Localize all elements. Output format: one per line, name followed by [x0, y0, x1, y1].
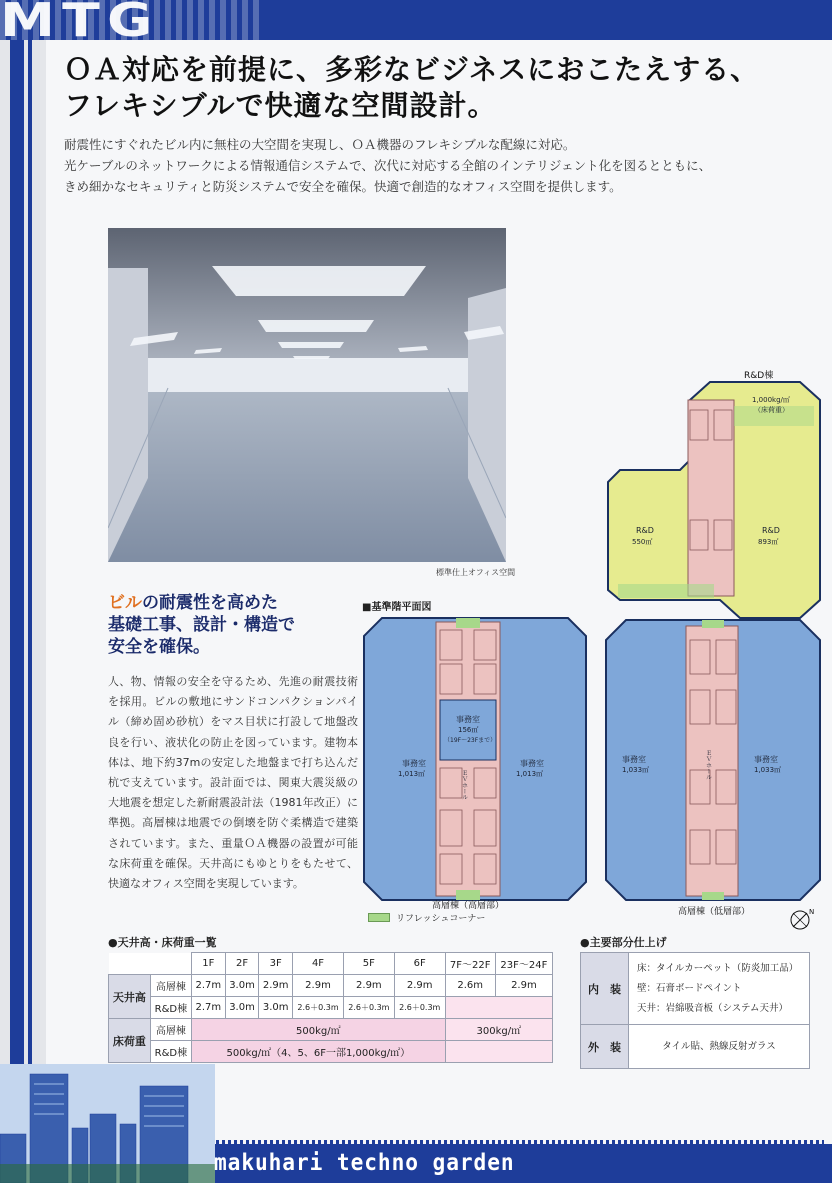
finish-table — [580, 952, 810, 1069]
load-group: 床荷重 — [109, 1019, 151, 1063]
rd-right-area: 893㎡ — [758, 538, 779, 546]
rd-left-label: R&D — [636, 526, 654, 535]
table-cell: 2.9m — [394, 975, 445, 997]
table-cell: 2.6＋0.3m — [394, 997, 445, 1019]
table-cell: 500kg/㎡（4、5、6F一部1,000kg/㎡） — [191, 1041, 445, 1063]
section-body: 人、物、情報の安全を守るため、先進の耐震技術を採用。ビルの敷地にサンドコンパクションパイル（締め固め砂杭）をマス目状に打設して地盤改良を行い、液状化の防止を図っています。建物本体は、地下約37mの安定した地盤まで打ち込んだ杭で支えています。設計面では、関東大震災級の大地震を想定した新耐震設計法（1981年改正）に準拠。高層棟は地震での倒壊を防ぐ柔構造で建築されています。また、重量ＯＡ機器の設置が可能な床荷重を確保。天井高にもゆとりをもたせて、快適なオフィス空間を実現しています。 — [108, 675, 358, 891]
interior-wall: 壁：石膏ボードペイント — [637, 982, 742, 994]
table-header-row — [109, 953, 553, 975]
table-row — [109, 997, 553, 1019]
floor-header: 4F — [293, 953, 344, 975]
left-office-right-label: 事務室 — [520, 759, 544, 768]
table-row — [109, 975, 553, 997]
floor-plans — [360, 370, 826, 930]
footer-dots — [204, 1140, 824, 1144]
table-cell: 2.9m — [293, 975, 344, 997]
table-cell: 500kg/㎡ — [191, 1019, 445, 1041]
intro-line-2: 光ケーブルのネットワークによる情報通信システムで、次代に対応する全館のインテリジェント化を図るとともに、 — [64, 158, 712, 173]
mtg-logo: MTG — [0, 0, 160, 40]
table-cell: 2.9m — [259, 975, 293, 997]
table-cell: 3.0m — [225, 997, 259, 1019]
intro-text — [64, 134, 804, 197]
rd-left-area: 550㎡ — [632, 538, 653, 546]
exterior-group: 外 装 — [581, 1025, 629, 1069]
table-cell: 2.9m — [343, 975, 394, 997]
interior-ceiling: 天井：岩綿吸音板（システム天井） — [637, 1002, 789, 1014]
right-plan-caption: 高層棟（低層部） — [678, 907, 751, 917]
top-band — [0, 0, 832, 40]
left-office-area: 1,013㎡ — [398, 770, 426, 778]
left-core-label: ＥＶホール — [460, 770, 468, 800]
table-cell: 2.6＋0.3m — [293, 997, 344, 1019]
table-row — [109, 1019, 553, 1041]
refresh-swatch — [368, 913, 390, 922]
lower-office-left-label: 事務室 — [622, 755, 646, 764]
table-cell: 2.9m — [495, 975, 552, 997]
legend-label: リフレッシュコーナー — [396, 914, 486, 924]
rd-top-caption: R&D棟 — [744, 371, 774, 381]
legend — [368, 911, 485, 924]
floor-plan-label: ■基準階平面図 — [362, 602, 432, 613]
headline-line-1: ＯＡ対応を前提に、多彩なビジネスにおこたえする、 — [64, 53, 760, 86]
floor-header: 3F — [259, 953, 293, 975]
lower-office-right-label: 事務室 — [754, 755, 778, 764]
photo-caption: 標準仕上オフィス空間 — [436, 568, 516, 577]
floor-header: 5F — [343, 953, 394, 975]
table-cell: 2.6m — [445, 975, 495, 997]
floor-header: 6F — [394, 953, 445, 975]
headline — [64, 52, 759, 124]
city-skyline-illustration — [0, 1064, 215, 1183]
exterior-finish: タイル貼、熱線反射ガラス — [629, 1025, 810, 1069]
table-cell: 高層棟 — [150, 1019, 191, 1041]
title-line-2: 基礎工事、設計・構造で — [108, 615, 295, 635]
table-row — [581, 953, 810, 1025]
table-cell: 2.6＋0.3m — [343, 997, 394, 1019]
headline-line-2: フレキシブルで快適な空間設計。 — [64, 89, 497, 122]
footer-brand: makuhari techno garden — [214, 1150, 515, 1176]
compass-label: N — [809, 908, 815, 916]
intro-line-1: 耐震性にすぐれたビル内に無柱の大空間を実現し、ＯＡ機器のフレキシブルな配線に対応。 — [64, 137, 576, 152]
left-center-label: 事務室 — [456, 715, 480, 724]
title-accent: ビル — [108, 593, 142, 613]
table-cell: 3.0m — [259, 997, 293, 1019]
lower-office-right-area: 1,033㎡ — [754, 766, 782, 774]
title-line-3: 安全を確保。 — [108, 637, 210, 657]
plan-rd-and-lower — [606, 382, 820, 900]
rd-load-label: 1,000kg/㎡ — [752, 396, 790, 404]
ceiling-group: 天井高 — [109, 975, 151, 1019]
table-cell: R&D棟 — [150, 997, 191, 1019]
right-core-label: ＥＶホール — [704, 750, 712, 780]
title-line-1: の耐震性を高めた — [142, 593, 278, 613]
floor-header: 1F — [191, 953, 225, 975]
ceiling-load-table — [108, 952, 553, 1063]
table-cell: 高層棟 — [150, 975, 191, 997]
table-row — [581, 1025, 810, 1069]
finish-table-title: ●主要部分仕上げ — [580, 936, 667, 949]
table-cell: 3.0m — [225, 975, 259, 997]
compass-icon — [791, 908, 814, 929]
interior-floor: 床：タイルカーペット（防炎加工品） — [637, 962, 799, 974]
left-stripe — [0, 40, 46, 1183]
plan-high-rise-upper — [364, 618, 586, 900]
floor-header: 23F〜24F — [495, 953, 552, 975]
left-office-label: 事務室 — [402, 759, 426, 768]
table-cell: 2.7m — [191, 997, 225, 1019]
left-office-right-area: 1,013㎡ — [516, 770, 544, 778]
rd-load-note: （床荷重） — [754, 406, 789, 414]
ceiling-table-title: ●天井高・床荷重一覧 — [108, 936, 217, 949]
interior-group: 内 装 — [581, 953, 629, 1025]
left-center-note: （19F〜23Fまで） — [444, 737, 497, 744]
table-cell: 2.7m — [191, 975, 225, 997]
table-row — [109, 1041, 553, 1063]
table-cell: 300kg/㎡ — [445, 1019, 552, 1041]
table-cell: R&D棟 — [150, 1041, 191, 1063]
left-center-area: 156㎡ — [458, 726, 479, 734]
section-title — [108, 592, 295, 658]
floor-header: 7F〜22F — [445, 953, 495, 975]
lower-office-left-area: 1,033㎡ — [622, 766, 650, 774]
rd-right-label: R&D — [762, 526, 780, 535]
intro-line-3: きめ細かなセキュリティと防災システムで安全を確保。快適で創造的なオフィス空間を提供します。 — [64, 179, 622, 194]
floor-header: 2F — [225, 953, 259, 975]
left-plan-caption: 高層棟（高層部） — [432, 901, 505, 911]
